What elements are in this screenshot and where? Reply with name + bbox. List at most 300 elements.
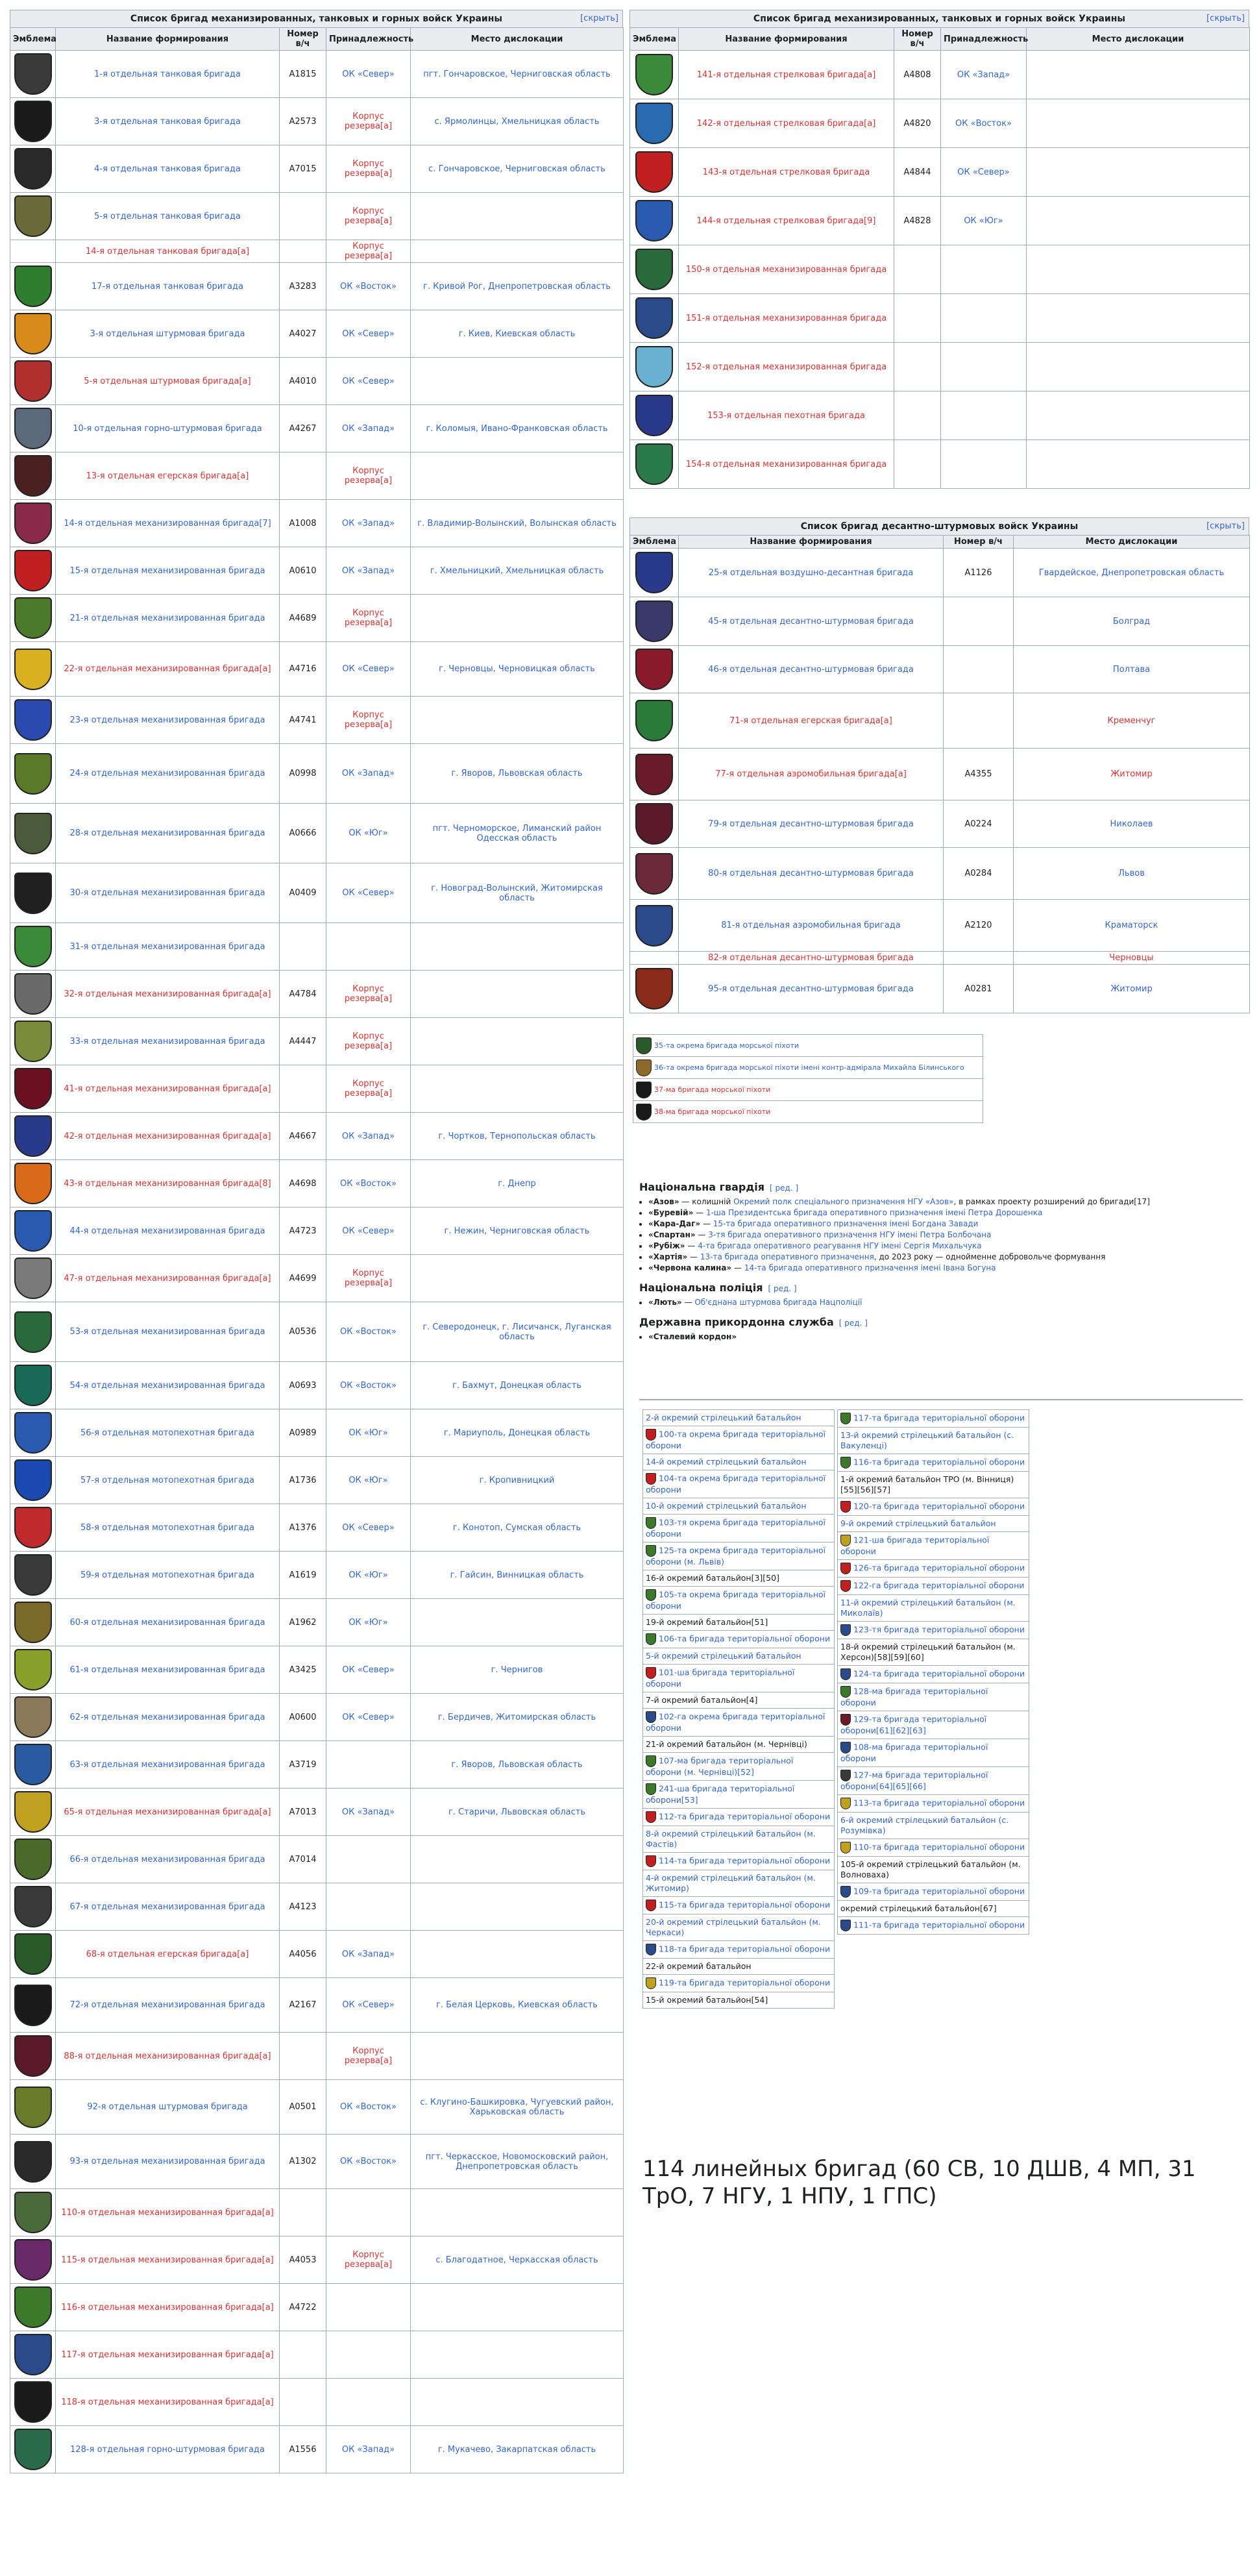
brigade-name-link[interactable]: 23-я отдельная механизированная бригада xyxy=(56,697,280,744)
location-link[interactable]: г. Хмельницкий, Хмельницкая область xyxy=(411,547,624,595)
brigade-emblem-icon xyxy=(14,1412,52,1454)
emblem-cell xyxy=(630,391,679,440)
affiliation-link[interactable]: ОК «Север» xyxy=(326,1978,411,2033)
affiliation-link[interactable]: ОК «Север» xyxy=(326,642,411,697)
affiliation-link[interactable]: ОК «Север» xyxy=(326,51,411,98)
tro-unit-link[interactable]: 13-й окремий стрілецький батальйон (с. Вакуленці) xyxy=(840,1430,1014,1450)
location-link[interactable]: г. Новоград-Волынский, Житомирская область xyxy=(411,863,624,923)
tro-unit-link[interactable]: 116-та бригада територіальної оборони xyxy=(853,1457,1025,1467)
brigade-emblem-icon xyxy=(14,360,52,402)
brigade-name-link[interactable]: 110-я отдельная механизированная бригада[a] xyxy=(56,2189,280,2236)
list-item xyxy=(648,1263,1243,1272)
tro-unit-link[interactable]: 128-ма бригада територіальної оборони xyxy=(840,1686,988,1707)
brigade-name-link[interactable]: 95-я отдельная десантно-штурмовая бригада xyxy=(679,965,944,1013)
tro-unit-link[interactable]: 10-й окремий стрілецький батальйон xyxy=(646,1501,807,1511)
affiliation-link[interactable]: Корпус резерва[a] xyxy=(326,2033,411,2080)
tro-unit-link[interactable]: 118-та бригада територіальної оборони xyxy=(659,1944,831,1954)
location-link[interactable]: Житомир xyxy=(1014,965,1250,1013)
formation-link[interactable]: 15-та бригада оперативного призначення імені Богдана Завади xyxy=(713,1219,979,1228)
affiliation-link[interactable]: Корпус резерва[a] xyxy=(326,2236,411,2284)
location-link[interactable] xyxy=(411,2379,624,2426)
brigade-name-link[interactable]: 14-я отдельная танковая бригада[a] xyxy=(56,240,280,263)
table1-hide-link[interactable]: [скрыть] xyxy=(580,14,618,23)
affiliation-link[interactable]: ОК «Юг» xyxy=(326,804,411,863)
location-link[interactable]: г. Киев, Киевская область xyxy=(411,310,624,358)
location-link[interactable]: с. Гончаровское, Черниговская область xyxy=(411,145,624,193)
affiliation-link[interactable]: ОК «Север» xyxy=(326,1646,411,1694)
affiliation-link[interactable]: ОК «Восток» xyxy=(326,1160,411,1208)
ng-edit-link[interactable]: [ ред. ] xyxy=(770,1183,799,1193)
tro-cell xyxy=(642,1586,835,1615)
tro-unit-link[interactable]: 100-та окрема бригада територіальної оборони xyxy=(646,1429,826,1450)
location-link[interactable] xyxy=(411,1883,624,1931)
brigade-name-link[interactable]: 88-я отдельная механизированная бригада[a] xyxy=(56,2033,280,2080)
table2-hide-link[interactable]: [скрыть] xyxy=(1206,14,1245,23)
brigade-name-link[interactable]: 30-я отдельная механизированная бригада xyxy=(56,863,280,923)
tro-unit-link[interactable]: 11-й окремий стрілецький батальйон (м. Миколаїв) xyxy=(840,1598,1016,1618)
tro-unit-link[interactable]: 121-ша бригада територіальної оборони xyxy=(840,1535,990,1556)
brigade-emblem-icon xyxy=(14,1068,52,1109)
brigade-name-link[interactable]: 62-я отдельная механизированная бригада xyxy=(56,1694,280,1741)
brigade-name-link[interactable]: 28-я отдельная механизированная бригада xyxy=(56,804,280,863)
affiliation-link[interactable]: ОК «Север» xyxy=(326,310,411,358)
emblem-cell xyxy=(10,1646,56,1694)
location-link[interactable]: г. Старичи, Львовская область xyxy=(411,1789,624,1836)
tro-unit-link[interactable]: 117-та бригада територіальної оборони xyxy=(853,1413,1025,1423)
separator-text: — xyxy=(681,1298,695,1307)
location-link[interactable]: с. Клугино-Башкировка, Чугуевский район, Харьковская область xyxy=(411,2080,624,2135)
location-link[interactable]: Гвардейское, Днепропетровская область xyxy=(1014,549,1250,597)
tro-unit-link[interactable]: 20-й окремий стрілецький батальйон (м. Черкаси) xyxy=(646,1917,821,1937)
brigade-name-link[interactable]: 143-я отдельная стрелковая бригада xyxy=(679,148,894,197)
affiliation-link[interactable] xyxy=(941,343,1027,391)
brigade-name-link[interactable]: 65-я отдельная механизированная бригада[a] xyxy=(56,1789,280,1836)
affiliation-link[interactable]: ОК «Юг» xyxy=(326,1599,411,1646)
affiliation-link[interactable] xyxy=(941,391,1027,440)
brigade-emblem-icon xyxy=(14,313,52,354)
affiliation-link[interactable]: ОК «Запад» xyxy=(326,405,411,452)
location-link[interactable] xyxy=(411,2284,624,2331)
formation-nickname: «Сталевий кордон» xyxy=(648,1332,737,1341)
affiliation-link[interactable]: ОК «Север» xyxy=(326,1208,411,1255)
brigade-name-link[interactable]: 57-я отдельная мотопехотная бригада xyxy=(56,1457,280,1504)
table-row xyxy=(630,597,1250,646)
brigade-name-link[interactable]: 3-я отдельная штурмовая бригада xyxy=(56,310,280,358)
location-link[interactable] xyxy=(411,923,624,971)
formation-link[interactable]: Об'єднана штурмова бригада Нацполіції xyxy=(694,1298,862,1307)
tro-unit-link[interactable]: 113-та бригада територіальної оборони xyxy=(853,1798,1025,1808)
location-link[interactable] xyxy=(411,2331,624,2379)
tro-unit-link[interactable]: 241-ша бригада територіальної оборони[53] xyxy=(646,1783,795,1805)
location-link[interactable]: г. Владимир-Волынский, Волынская область xyxy=(411,500,624,547)
affiliation-link[interactable]: ОК «Восток» xyxy=(941,99,1027,148)
dps-edit-link[interactable]: [ ред. ] xyxy=(838,1319,868,1328)
brigade-name-link[interactable]: 71-я отдельная егерская бригада[a] xyxy=(679,693,944,749)
brigade-name-link[interactable]: 43-я отдельная механизированная бригада[8] xyxy=(56,1160,280,1208)
brigade-name-link[interactable]: 115-я отдельная механизированная бригада[a] xyxy=(56,2236,280,2284)
affiliation-link[interactable] xyxy=(941,294,1027,343)
brigade-name-link[interactable]: 61-я отдельная механизированная бригада xyxy=(56,1646,280,1694)
brigade-emblem-icon xyxy=(14,1985,52,2026)
emblem-cell xyxy=(630,800,679,848)
affiliation-link[interactable] xyxy=(326,2331,411,2379)
table-row xyxy=(10,863,624,923)
tro-unit-link[interactable]: 5-й окремий стрілецький батальйон xyxy=(646,1651,801,1661)
brigade-name-link[interactable]: 42-я отдельная механизированная бригада[a] xyxy=(56,1113,280,1160)
affiliation-link[interactable]: ОК «Запад» xyxy=(326,1789,411,1836)
location-link[interactable]: г. Мариуполь, Донецкая область xyxy=(411,1409,624,1457)
brigade-name-link[interactable]: 5-я отдельная штурмовая бригада[a] xyxy=(56,358,280,405)
brigade-name-link[interactable]: 63-я отдельная механизированная бригада xyxy=(56,1741,280,1789)
brigade-name-link[interactable]: 144-я отдельная стрелковая бригада[9] xyxy=(679,197,894,245)
unit-number: А3283 xyxy=(280,263,326,310)
brigade-name-link[interactable]: 13-я отдельная егерская бригада[a] xyxy=(56,452,280,500)
brigade-name-link[interactable]: 59-я отдельная мотопехотная бригада xyxy=(56,1552,280,1599)
location-link[interactable] xyxy=(411,971,624,1018)
brigade-name-link[interactable]: 93-я отдельная механизированная бригада xyxy=(56,2135,280,2189)
brigade-emblem-icon xyxy=(14,813,52,854)
tro-unit-link[interactable]: 115-та бригада територіальної оборони xyxy=(659,1900,831,1910)
affiliation-link[interactable]: ОК «Юг» xyxy=(941,197,1027,245)
affiliation-link[interactable] xyxy=(326,1883,411,1931)
unit-number: А4053 xyxy=(280,2236,326,2284)
tro-cell xyxy=(642,1958,835,1975)
brigade-name-link[interactable]: 25-я отдельная воздушно-десантная бригада xyxy=(679,549,944,597)
brigade-name-link[interactable]: 150-я отдельная механизированная бригада xyxy=(679,245,894,294)
table-row xyxy=(10,1883,624,1931)
affiliation-link[interactable] xyxy=(326,2284,411,2331)
brigade-name-link[interactable]: 21-я отдельная механизированная бригада xyxy=(56,595,280,642)
affiliation-link[interactable]: ОК «Запад» xyxy=(326,547,411,595)
affiliation-link[interactable]: ОК «Север» xyxy=(326,863,411,923)
affiliation-link[interactable]: Корпус резерва[a] xyxy=(326,452,411,500)
tro-unit-link[interactable]: 101-ша бригада територіальної оборони xyxy=(646,1667,795,1689)
location-link[interactable] xyxy=(411,1065,624,1113)
affiliation-link[interactable]: ОК «Север» xyxy=(941,148,1027,197)
tro-unit-link[interactable]: 112-та бригада територіальної оборони xyxy=(659,1811,831,1822)
affiliation-link[interactable]: ОК «Юг» xyxy=(326,1457,411,1504)
location-link[interactable]: г. Яворов, Львовская область xyxy=(411,744,624,804)
brigade-name-link[interactable]: 5-я отдельная танковая бригада xyxy=(56,193,280,240)
tro-unit-link[interactable]: 8-й окремий стрілецький батальйон (м. Фастів) xyxy=(646,1829,816,1849)
tro-unit-link[interactable]: 14-й окремий стрілецький батальйон xyxy=(646,1457,807,1467)
affiliation-link[interactable]: Корпус резерва[a] xyxy=(326,595,411,642)
brigade-name-link[interactable]: 33-я отдельная механизированная бригада xyxy=(56,1018,280,1065)
tro-unit-link[interactable]: 127-ма бригада територіальної оборони[64][65][66] xyxy=(840,1770,988,1791)
brigade-name-link[interactable]: 82-я отдельная десантно-штурмовая бригада xyxy=(679,952,944,965)
location-link[interactable]: с. Благодатное, Черкасская область xyxy=(411,2236,624,2284)
location-link[interactable]: Болград xyxy=(1014,597,1250,646)
tro-unit-link[interactable]: 2-й окремий стрілецький батальйон xyxy=(646,1413,801,1422)
tro-unit-link[interactable]: 122-га бригада територіальної оборони xyxy=(853,1580,1025,1591)
tro-unit-link[interactable]: 107-ма бригада територіальної оборони (м. Чернівці)[52] xyxy=(646,1755,794,1777)
column-header: Принадлежность xyxy=(941,28,1027,51)
tro-cell xyxy=(642,1870,835,1897)
location-link[interactable]: Черновцы xyxy=(1014,952,1250,965)
affiliation-link[interactable]: ОК «Запад» xyxy=(326,1931,411,1978)
location-link[interactable]: Полтава xyxy=(1014,646,1250,693)
brigade-name-link[interactable]: 141-я отдельная стрелковая бригада[a] xyxy=(679,51,894,99)
marine-brigade-link[interactable]: 37-ма бригада морської піхоти xyxy=(654,1085,771,1094)
location-link[interactable] xyxy=(411,1255,624,1302)
affiliation-link[interactable]: Корпус резерва[a] xyxy=(326,98,411,145)
brigade-name-link[interactable]: 24-я отдельная механизированная бригада xyxy=(56,744,280,804)
location-link[interactable] xyxy=(411,1836,624,1883)
affiliation-link[interactable]: ОК «Восток» xyxy=(326,263,411,310)
tro-unit-link[interactable]: 103-тя окрема бригада територіальної оборони xyxy=(646,1517,825,1539)
tro-cell xyxy=(837,1594,1029,1622)
tro-unit-link[interactable]: 104-та окрема бригада територіальної оборони xyxy=(646,1473,826,1494)
affiliation-link[interactable]: ОК «Запад» xyxy=(326,2426,411,2473)
location-link[interactable]: Николаев xyxy=(1014,800,1250,848)
location-link[interactable] xyxy=(411,697,624,744)
tro-cell xyxy=(837,1856,1029,1883)
affiliation-link[interactable]: ОК «Юг» xyxy=(326,1409,411,1457)
unit-number: А4447 xyxy=(280,1018,326,1065)
brigade-name-link[interactable]: 117-я отдельная механизированная бригада[a] xyxy=(56,2331,280,2379)
affiliation-link[interactable] xyxy=(941,245,1027,294)
affiliation-link[interactable]: ОК «Юг» xyxy=(326,1552,411,1599)
unit-number xyxy=(944,952,1014,965)
unit-number: А4828 xyxy=(894,197,941,245)
brigade-name-link[interactable]: 92-я отдельная штурмовая бригада xyxy=(56,2080,280,2135)
table-row xyxy=(630,952,1250,965)
formation-link[interactable]: 4-та бригада оперативного реагування НГУ імені Сергія Михальчука xyxy=(698,1241,982,1250)
affiliation-link[interactable] xyxy=(326,2379,411,2426)
affiliation-link[interactable] xyxy=(326,2189,411,2236)
location-link[interactable] xyxy=(411,2033,624,2080)
brigade-name-link[interactable]: 56-я отдельная мотопехотная бригада xyxy=(56,1409,280,1457)
affiliation-link[interactable]: ОК «Север» xyxy=(326,1694,411,1741)
affiliation-link[interactable]: ОК «Запад» xyxy=(941,51,1027,99)
brigade-name-link[interactable]: 17-я отдельная танковая бригада xyxy=(56,263,280,310)
location-link[interactable] xyxy=(411,193,624,240)
emblem-cell xyxy=(10,2033,56,2080)
brigade-name-link[interactable]: 68-я отдельная егерская бригада[a] xyxy=(56,1931,280,1978)
brigade-name-link[interactable]: 32-я отдельная механизированная бригада[a] xyxy=(56,971,280,1018)
affiliation-link[interactable] xyxy=(326,923,411,971)
location-link[interactable]: Львов xyxy=(1014,848,1250,900)
location-link[interactable]: с. Ярмолинцы, Хмельницкая область xyxy=(411,98,624,145)
brigade-name-link[interactable]: 45-я отдельная десантно-штурмовая бригада xyxy=(679,597,944,646)
affiliation-link[interactable]: ОК «Восток» xyxy=(326,2080,411,2135)
brigade-name-link[interactable]: 54-я отдельная механизированная бригада xyxy=(56,1362,280,1409)
brigade-emblem-icon xyxy=(14,699,52,741)
brigade-name-link[interactable]: 4-я отдельная танковая бригада xyxy=(56,145,280,193)
brigade-name-link[interactable]: 66-я отдельная механизированная бригада xyxy=(56,1836,280,1883)
affiliation-link[interactable]: ОК «Запад» xyxy=(326,500,411,547)
unit-number xyxy=(280,193,326,240)
location-link[interactable]: г. Белая Церковь, Киевская область xyxy=(411,1978,624,2033)
affiliation-link[interactable]: Корпус резерва[a] xyxy=(326,193,411,240)
location-link[interactable]: пгт. Черноморское, Лиманский район Одесская область xyxy=(411,804,624,863)
location-link[interactable]: г. Нежин, Черниговская область xyxy=(411,1208,624,1255)
location-link[interactable]: г. Кропивницкий xyxy=(411,1457,624,1504)
affiliation-link[interactable]: ОК «Восток» xyxy=(326,1302,411,1362)
brigade-name-link[interactable]: 53-я отдельная механизированная бригада xyxy=(56,1302,280,1362)
brigade-name-link[interactable]: 116-я отдельная механизированная бригада[a] xyxy=(56,2284,280,2331)
tro-unit-link[interactable]: 109-та бригада територіальної оборони xyxy=(853,1886,1025,1896)
brigade-name-link[interactable]: 41-я отдельная механизированная бригада[a] xyxy=(56,1065,280,1113)
brigade-name-link[interactable]: 142-я отдельная стрелковая бригада[a] xyxy=(679,99,894,148)
brigade-name-link[interactable]: 80-я отдельная десантно-штурмовая бригада xyxy=(679,848,944,900)
formation-link[interactable]: 1-ша Президентська бригада оперативного призначення імені Петра Дорошенка xyxy=(705,1208,1043,1217)
tro-unit-link[interactable]: 120-та бригада територіальної оборони xyxy=(853,1501,1025,1511)
brigade-name-link[interactable]: 31-я отдельная механизированная бригада xyxy=(56,923,280,971)
brigade-name-link[interactable]: 79-я отдельная десантно-штурмовая бригада xyxy=(679,800,944,848)
location-link[interactable]: г. Мукачево, Закарпатская область xyxy=(411,2426,624,2473)
brigade-name-link[interactable]: 81-я отдельная аэромобильная бригада xyxy=(679,900,944,952)
brigade-name-link[interactable]: 44-я отдельная механизированная бригада xyxy=(56,1208,280,1255)
affiliation-link[interactable]: Корпус резерва[a] xyxy=(326,697,411,744)
brigade-name-link[interactable]: 72-я отдельная механизированная бригада xyxy=(56,1978,280,2033)
unit-number: А0501 xyxy=(280,2080,326,2135)
formation-link[interactable]: 3-тя бригада оперативного призначення НГУ імені Петра Болбочана xyxy=(708,1230,992,1239)
location-link[interactable]: Житомир xyxy=(1014,749,1250,800)
brigade-name-link[interactable]: 3-я отдельная танковая бригада xyxy=(56,98,280,145)
brigade-name-link[interactable]: 46-я отдельная десантно-штурмовая бригада xyxy=(679,646,944,693)
affiliation-link[interactable]: Корпус резерва[a] xyxy=(326,1065,411,1113)
table-row xyxy=(10,1741,624,1789)
affiliation-link[interactable]: ОК «Запад» xyxy=(326,1113,411,1160)
tro-unit-link[interactable]: 110-та бригада територіальної оборони xyxy=(853,1842,1025,1852)
location-link[interactable]: Кременчуг xyxy=(1014,693,1250,749)
emblem-cell xyxy=(10,1978,56,2033)
brigade-name-link[interactable]: 22-я отдельная механизированная бригада[a] xyxy=(56,642,280,697)
tro-cell xyxy=(837,1515,1029,1532)
location-link[interactable]: г. Коломыя, Ивано-Франковская область xyxy=(411,405,624,452)
emblem-cell xyxy=(10,2426,56,2473)
brigade-emblem-icon xyxy=(840,1624,851,1636)
location-link[interactable] xyxy=(411,240,624,263)
tro-unit-link[interactable]: 106-та бригада територіальної оборони xyxy=(659,1633,831,1644)
location-link[interactable]: г. Бердичев, Житомирская область xyxy=(411,1694,624,1741)
tro-unit-link[interactable]: 108-ма бригада територіальної оборони xyxy=(840,1742,988,1763)
tro-unit-link[interactable]: 119-та бригада територіальної оборони xyxy=(659,1977,831,1988)
emblem-cell xyxy=(10,1883,56,1931)
tro-unit-link[interactable]: 124-та бригада територіальної оборони xyxy=(853,1668,1025,1679)
emblem-cell xyxy=(10,804,56,863)
brigade-name-link[interactable]: 77-я отдельная аэромобильная бригада[a] xyxy=(679,749,944,800)
tro-unit-link[interactable]: 4-й окремий стрілецький батальйон (м. Житомир) xyxy=(646,1873,816,1893)
location-link[interactable] xyxy=(411,2189,624,2236)
formation-link[interactable]: 13-та бригада оперативного призначення xyxy=(700,1252,874,1261)
location-link[interactable]: пгт. Черкасское, Новомосковский район, Днепропетровская область xyxy=(411,2135,624,2189)
affiliation-link[interactable]: ОК «Север» xyxy=(326,358,411,405)
formation-link[interactable]: Окремий полк спеціального призначення НГУ «Азов» xyxy=(733,1197,954,1206)
np-list xyxy=(648,1298,1243,1307)
table3-caption xyxy=(630,517,1249,535)
brigade-name-link[interactable]: 118-я отдельная механизированная бригада[a] xyxy=(56,2379,280,2426)
brigade-name-link[interactable]: 10-я отдельная горно-штурмовая бригада xyxy=(56,405,280,452)
location-link[interactable]: г. Чернигов xyxy=(411,1646,624,1694)
location-link[interactable]: Краматорск xyxy=(1014,900,1250,952)
affiliation-link[interactable] xyxy=(326,1836,411,1883)
location-link[interactable]: г. Черновцы, Черновицкая область xyxy=(411,642,624,697)
brigade-name-link[interactable]: 47-я отдельная механизированная бригада[a] xyxy=(56,1255,280,1302)
location-link[interactable] xyxy=(411,595,624,642)
tro-unit-link[interactable]: 9-й окремий стрілецький батальйон xyxy=(840,1518,996,1528)
brigade-emblem-icon xyxy=(636,1082,652,1098)
affiliation-link[interactable]: Корпус резерва[a] xyxy=(326,971,411,1018)
brigade-name-link[interactable]: 153-я отдельная пехотная бригада xyxy=(679,391,894,440)
brigade-name-link[interactable]: 1-я отдельная танковая бригада xyxy=(56,51,280,98)
affiliation-link[interactable]: ОК «Север» xyxy=(326,1504,411,1552)
location-link[interactable] xyxy=(411,452,624,500)
tro-unit-link[interactable]: 123-тя бригада територіальної оборони xyxy=(853,1624,1025,1635)
tro-unit-link[interactable]: 126-та бригада територіальної оборони xyxy=(853,1563,1025,1573)
emblem-cell xyxy=(10,2331,56,2379)
location-link[interactable]: г. Кривой Рог, Днепропетровская область xyxy=(411,263,624,310)
brigade-emblem-icon xyxy=(635,905,673,947)
tro-unit-link[interactable]: 114-та бригада територіальної оборони xyxy=(659,1855,831,1866)
brigade-emblem-icon xyxy=(840,1714,851,1726)
table-row xyxy=(10,2135,624,2189)
marine-brigade-link[interactable]: 36-та окрема бригада морської піхоти імені контр-адмірала Михайла Білинського xyxy=(654,1063,964,1072)
location-link[interactable]: г. Гайсин, Винницкая область xyxy=(411,1552,624,1599)
brigade-name-link[interactable]: 152-я отдельная механизированная бригада xyxy=(679,343,894,391)
brigade-name-link[interactable]: 67-я отдельная механизированная бригада xyxy=(56,1883,280,1931)
location-link[interactable]: г. Бахмут, Донецкая область xyxy=(411,1362,624,1409)
tro-cell xyxy=(642,1992,835,2009)
affiliation-link[interactable]: ОК «Восток» xyxy=(326,1362,411,1409)
tro-cell xyxy=(642,1808,835,1826)
location-link[interactable]: г. Чортков, Тернопольская область xyxy=(411,1113,624,1160)
tro-unit-link[interactable]: 6-й окремий стрілецький батальйон (с. Розумівка) xyxy=(840,1815,1009,1835)
location-link[interactable] xyxy=(411,1599,624,1646)
brigade-name-link[interactable]: 58-я отдельная мотопехотная бригада xyxy=(56,1504,280,1552)
brigade-name-link[interactable]: 154-я отдельная механизированная бригада xyxy=(679,440,894,489)
emblem-cell xyxy=(10,2284,56,2331)
affiliation-link[interactable] xyxy=(941,440,1027,489)
table3-hide-link[interactable]: [скрыть] xyxy=(1206,521,1245,531)
tro-unit-link[interactable]: 105-та окрема бригада територіальної оборони xyxy=(646,1589,826,1611)
marine-brigade-link[interactable]: 35-та окрема бригада морської піхоти xyxy=(654,1041,800,1050)
marine-brigade-link[interactable]: 38-ма бригада морської піхоти xyxy=(654,1107,771,1116)
location-link[interactable]: г. Конотоп, Сумская область xyxy=(411,1504,624,1552)
formation-link[interactable]: 14-та бригада оперативного призначення імені Івана Богуна xyxy=(744,1263,996,1272)
brigade-name-link[interactable]: 60-я отдельная механизированная бригада xyxy=(56,1599,280,1646)
affiliation-link[interactable]: Корпус резерва[a] xyxy=(326,1018,411,1065)
location-link[interactable]: г. Днепр xyxy=(411,1160,624,1208)
unit-number: А0989 xyxy=(280,1409,326,1457)
location-link[interactable] xyxy=(411,1018,624,1065)
brigade-emblem-icon xyxy=(840,1886,851,1898)
tro-cell xyxy=(642,1736,835,1753)
location-link[interactable]: г. Северодонецк, г. Лисичанск, Луганская область xyxy=(411,1302,624,1362)
affiliation-link[interactable]: ОК «Запад» xyxy=(326,744,411,804)
brigade-name-link[interactable]: 14-я отдельная механизированная бригада[7] xyxy=(56,500,280,547)
affiliation-link[interactable]: Корпус резерва[a] xyxy=(326,240,411,263)
affiliation-link[interactable] xyxy=(326,1741,411,1789)
np-edit-link[interactable]: [ ред. ] xyxy=(768,1284,797,1293)
affiliation-link[interactable]: Корпус резерва[a] xyxy=(326,145,411,193)
tro-unit-link[interactable]: 129-та бригада територіальної оборони[61][62][63] xyxy=(840,1714,987,1735)
tro-unit-link[interactable]: 102-га окрема бригада територіальної оборони xyxy=(646,1711,825,1733)
affiliation-link[interactable]: Корпус резерва[a] xyxy=(326,1255,411,1302)
brigade-name-link[interactable]: 151-я отдельная механизированная бригада xyxy=(679,294,894,343)
affiliation-link[interactable]: ОК «Восток» xyxy=(326,2135,411,2189)
brigade-name-link[interactable]: 15-я отдельная механизированная бригада xyxy=(56,547,280,595)
tro-unit-link[interactable]: 125-та окрема бригада територіальної оборони (м. Львів) xyxy=(646,1545,826,1567)
location-link[interactable]: г. Яворов, Львовская область xyxy=(411,1741,624,1789)
location-link[interactable] xyxy=(411,358,624,405)
tro-unit-link[interactable]: 111-та бригада територіальної оборони xyxy=(853,1920,1025,1930)
location-link[interactable]: пгт. Гончаровское, Черниговская область xyxy=(411,51,624,98)
location-link[interactable] xyxy=(411,1931,624,1978)
brigade-name-link[interactable]: 128-я отдельная горно-штурмовая бригада xyxy=(56,2426,280,2473)
unit-number: А4355 xyxy=(944,749,1014,800)
